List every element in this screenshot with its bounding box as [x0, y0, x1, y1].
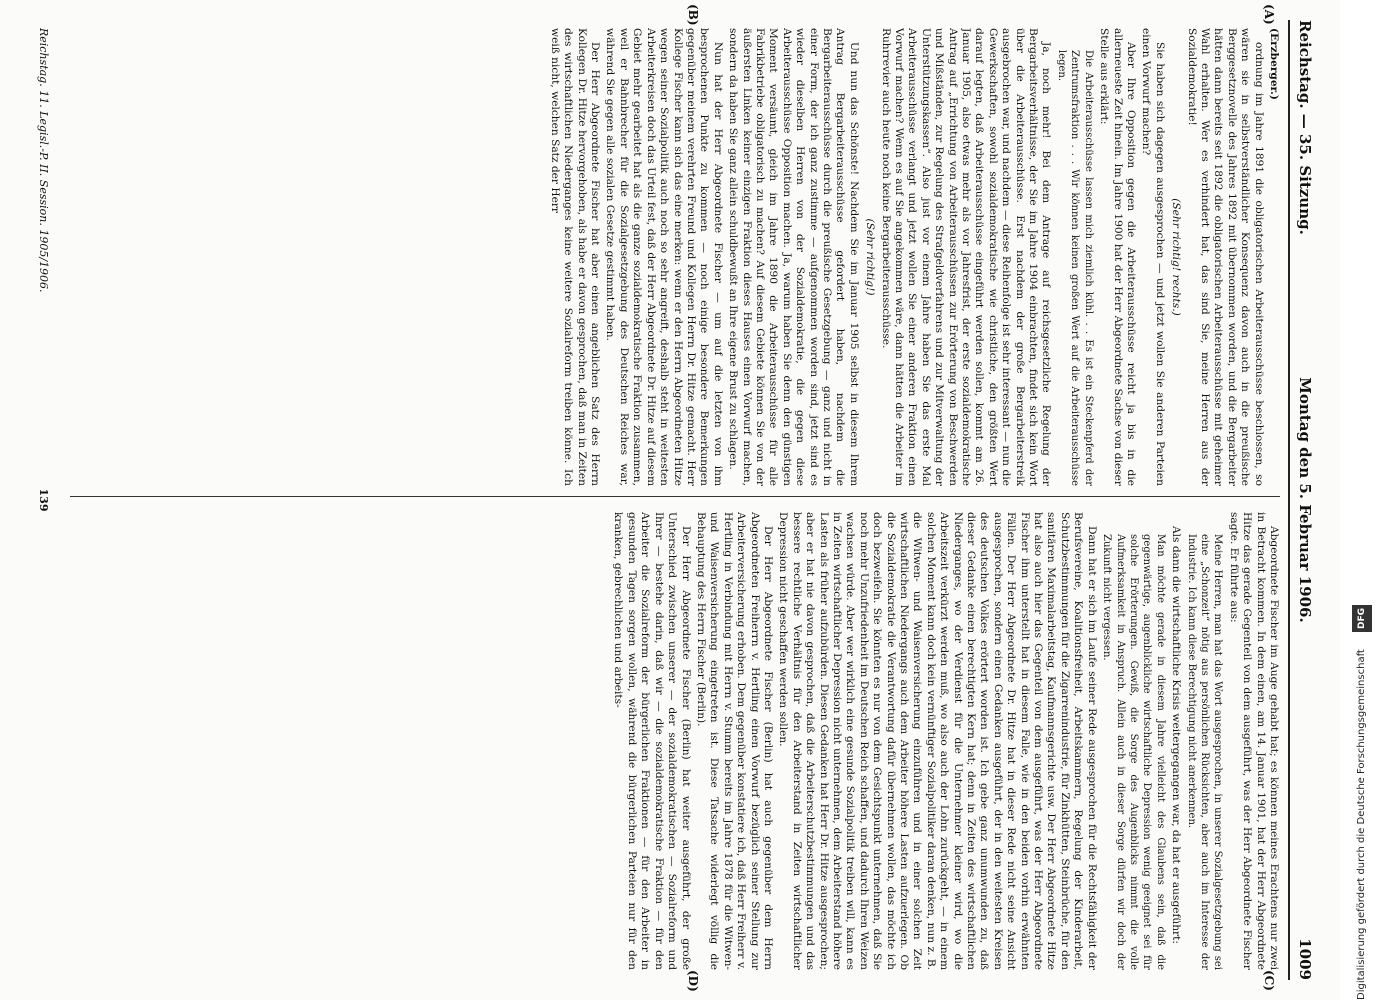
page-footer: [30, 20, 50, 980]
header-date: Montag den 5. Februar 1906.: [1296, 377, 1314, 623]
paragraph: Als dann die wirtschaftliche Krisis weitergegangen war, da hat er ausgeführt:: [1170, 526, 1183, 944]
paragraph: Aber Ihre Opposition gegen die Arbeiterausschüsse reicht ja bis in die allerneueste Zeit hinein. Im Jahre 1900 hat der Herr Abgeordnete Sachse von dieser Stelle aus erklärt:: [1098, 28, 1137, 486]
paragraph: Der Herr Abgeordnete Fischer hat aber einen angeblichen Satz des Herrn Kollegen Dr. Hitze hervorgehoben, als habe er davon gesprochen, daß man in Zeiten des wirtschaftlichen Niederganges keine weitere Sozialreform treiben könne. Ich weiß nicht, welchen Satz der Herr: [548, 28, 602, 486]
credit-strip: [1340, 0, 1383, 1000]
right-column: [70, 512, 1280, 970]
paragraph: Der Herr Abgeordnete Fischer (Berlin) hat weiter ausgeführt, der große Unterschied zwischen unserer — der sozialdemokratischen — Sozialreform und Ihrer — bestehe darin, daß wir — die sozialdemokratische Fraktion — für den Arbeiter die Sozialreform der bürgerlichen Fraktionen — für den Arbeiter in gesunden Tagen sorgen wollen, während die bürgerlichen Parteien nur für den kranken, gebrechlichen und arbeits-: [612, 512, 692, 970]
header-session: Reichstag. — 35. Sitzung.: [1296, 20, 1314, 235]
paragraph: Dann hat er sich im Laufe seiner Rede ausgesprochen für die Rechtsfähigkeit der Berufsvereine, Koalitionsfreiheit, Arbeitskammern, Regelung der Kinderarbeit, Schutzbestimmungen für die Zigarrenindustrie, für Zinkhütten, Steinbrüche, für den sanitären Maximalarbeitstag, Kaufmannsgerichte usw. Der Herr Abgeordnete Hitze hat also auch hier das Gegenteil von dem ausgeführt, was der Herr Abgeordnete Fischer ihm unterstellt hat in diesem Falle, wie in den beiden vorhin erwähnten Fällen. Der Herr Abgeordnete Dr. Hitze hat in dieser Rede nicht seine Ansicht ausgesprochen, sondern einen Gedanken ausgeführt, der in den weitesten Kreisen des deutschen Volkes erörtert worden ist. Ich gebe ganz unumwunden zu, daß dieser Gedanke einen berechtigten Kern hat; denn in Zeiten des wirtschaftlichen Niederganges, wo der Verdienst für die Unternehmer kleiner wird, wo die Arbeitszeit verkürzt werden muß, wo also auch der Lohn zurückgeht, — in einem solchen Moment kann doch kein vernünftiger Sozialpolitiker daran denken, nun z. B. die Witwen- und Waisenversicherung einzuführen und in einer solchen Zeit wirtschaftlichen Niedergangs auch dem Arbeiter höhere Lasten aufzuerlegen. Ob die Sozialdemokratie die Verantwortung dafür übernehmen wollen, das möchte ich doch bezweifeln. Sie könnten es nur von dem Gesichtspunkt unternehmen, daß Sie noch mehr Unzufriedenheit im Deutschen Reich schaffen, und dadurch Ihren Weizen wachsen würde. Aber wer wirklich eine gesunde Sozialpolitik treiben will, kann es in Zeiten wirtschaftlicher Depression nicht unternehmen, dem Arbeiterstand höhere Lasten als früher aufzubürden. Diesen Gedanken hat Herr Dr. Hitze ausgesprochen; aber er hat nie davon gesprochen, daß die Arbeiterschutzbestimmungen und das bessere rechtliche Verhältnis für den Arbeiterstand in Zeiten wirtschaftlicher Depression nicht geschaffen werden sollen.: [777, 512, 1098, 970]
paragraph: Und nun das Schönste! Nachdem Sie im Januar 1905 selbst in diesem Ihrem Antrag Bergarbeiterausschüsse gefordert haben, nachdem die Bergarbeiterausschüsse durch die preußische Gesetzgebung — ganz und nicht in einer Form, der ich ganz zustimme — aufgenommen worden sind, jetzt sind es wieder dieselben Herren von der Sozialdemokratie, die gegen diese Arbeiterausschüsse Opposition machen. Ja, warum haben Sie denn den günstigen Moment versäumt, gleich im Jahre 1890 die Arbeiterausschüsse für alle Fabrikbetriebe obligatorisch zu machen? Auf diesem Gebiete können Sie von der äußersten Linken keiner einzigen Fraktion dieses Hauses einen Vorwurf machen, sondern da haben Sie ganz allein schuldbewußt an Ihre eigene Brust zu schlagen.: [727, 28, 860, 486]
quotation: Die Arbeiterausschüsse lassen mich ziemlich kühl. . . Es ist ein Steckenpferd der Zentrumsfraktion . . . Wir können keinen großen Wert auf die Arbeiterausschüsse legen.: [1055, 50, 1094, 486]
footer-source: Reichstag. 11. Legisl.-P. II. Session. 1905/1906.: [37, 28, 50, 293]
interjection: (Sehr richtig! rechts.): [1170, 198, 1183, 316]
dfg-logo: DFG: [1352, 605, 1372, 632]
paragraph: Der Herr Abgeordnete Fischer (Berlin) hat auch gegenüber dem Herrn Abgeordneten Freiherrn v. Hertling einen Vorwurf bezüglich seiner Stellung zur Arbeiterversicherung erhoben. Dem gegenüber konstatiere ich, daß Herr Freiherr v. Hertling in Verbindung mit Herrn v. Stumm bereits im Jahre 1878 für die Witwen- und Waisenversicherung eingetreten ist. Diese Tatsache widerlegt völlig die Behauptung des Herrn Fischer (Berlin).: [694, 512, 774, 970]
interjection: (Sehr richtig!): [864, 218, 877, 296]
header-page-number: 1009: [1296, 938, 1314, 980]
digitization-credit: [1352, 0, 1383, 1000]
column-divider: [70, 496, 1280, 497]
paragraph: Nun hat der Herr Abgeordnete Fischer — um auf die letzten von ihm besprochenen Punkte zu kommen — noch einige besondere Bemerkungen gegenüber meinem verehrten Freund und Kollegen Herrn Dr. Hitze gemacht. Herr Kollege Fischer kann sich das eine merken: wenn er den Herrn Abgeordneten Hitze wegen seiner Sozialpolitik auch noch so sehr angreift, deshalb steht in weitesten Arbeiterkreisen doch das Urteil fest, daß der Herr Abgeordnete Dr. Hitze auf diesem Gebiet mehr gearbeitet hat als die ganze sozialdemokratische Fraktion zusammen, weil er Bahnbrecher für die Sozialgesetzgebung des Deutschen Reiches war, während Sie gegen alle sozialen Gesetze gestimmt haben.: [604, 28, 724, 486]
paragraph: Sie haben sich dagegen ausgesprochen — und jetzt wollen Sie anderen Parteien einen Vorwurf machen?: [1140, 28, 1166, 486]
left-column: [70, 28, 1280, 486]
credit-text: Digitalisierung gefördert durch die Deutsche Forschungsgemeinschaft: [1356, 649, 1367, 1000]
footer-page-number: 139: [37, 488, 50, 512]
paragraph: Abgeordnete Fischer im Auge gehabt hat; es können meines Erachtens nur zwei in Betracht kommen. In dem einen, am 14. Januar 1901, hat der Herr Abgeordnete Hitze das gerade Gegenteil von dem ausgeführt, was der Herr Abgeordnete Fischer sagte. Er führte aus:: [1227, 512, 1280, 970]
margin-mark-b: (B): [686, 4, 700, 26]
quotation: Man möchte gerade in diesem Jahre vielleicht des Glaubens sein, daß die gegenwärtige, augenblickliche wirtschaftliche Depression wenig geeignet sei für solche Erörterungen. Gewiß, die Sorge des Augenblicks nimmt die volle Aufmerksamkeit in Anspruch. Allein auch in dieser Sorge dürfen wir doch der Zukunft nicht vergessen.: [1101, 534, 1166, 970]
margin-mark-d: (D): [686, 970, 700, 992]
paragraph: ordnung im Jahre 1891 die obligatorischen Arbeiterausschüsse beschlossen, so wären sie in selbstverständlicher Konsequenz davon auch in die preußische Berggesetznovelle des Jahres 1892 mit übernommen worden, und die Bergarbeiter hätten dann bereits seit 1892 die obligatorischen Arbeiterausschüsse mit geheimer Wahl erhalten. Wer es verhindert hat, das sind Sie, meine Herren aus der Sozialdemokratie!: [1185, 28, 1265, 486]
paragraph: Ja, noch mehr! Bei dem Antrage auf reichsgesetzliche Regelung der Bergarbeitsverhältnisse, der Sie im Jahre 1904 einbrachten, findet sich kein Wort über die Arbeiterausschüsse. Erst nachdem der große Bergarbeiterstreik ausgebrochen war, und nachdem — diese Reihenfolge ist sehr interessant — nun die Gewerkschaften, sowohl sozialdemokratische wie christliche, den größten Wert darauf legten, daß Arbeiterausschüsse eingeführt werden sollen, kommt am 26. Januar 1905, also etwas mehr als vor Jahresfrist, der erste sozialdemokratische Antrag auf „Errichtung von Arbeiterausschüssen zur Erörterung von Beschwerden und Mißständen, zur Regelung des Strafgeldverfahrens und zur Mitverwaltung der Unterstützungskassen“. Also just vor einem Jahre haben Sie das erste Mal Arbeiterausschüsse verlangt und jetzt wollen Sie einer anderen Fraktion einen Vorwurf machen? Wenn es auf Sie angekommen wäre, dann hätten die Arbeiter im Ruhrrevier auch heute noch keine Bergarbeiterausschüsse.: [879, 28, 1053, 486]
page-header: [1288, 20, 1318, 980]
quotation: Meine Herren, man hat das Wort ausgesprochen, in unserer Sozialgesetzgebung sei eine „Schonzeit“ nötig aus persönlichen Rücksichten, aber auch im Interesse der Industrie. Ich kann diese Berechtigung nicht anerkennen.: [1185, 534, 1224, 970]
margin-mark-a: (A): [1262, 4, 1276, 25]
speaker-label: (Erzberger.): [1268, 28, 1280, 100]
margin-mark-c: (C): [1262, 970, 1276, 991]
